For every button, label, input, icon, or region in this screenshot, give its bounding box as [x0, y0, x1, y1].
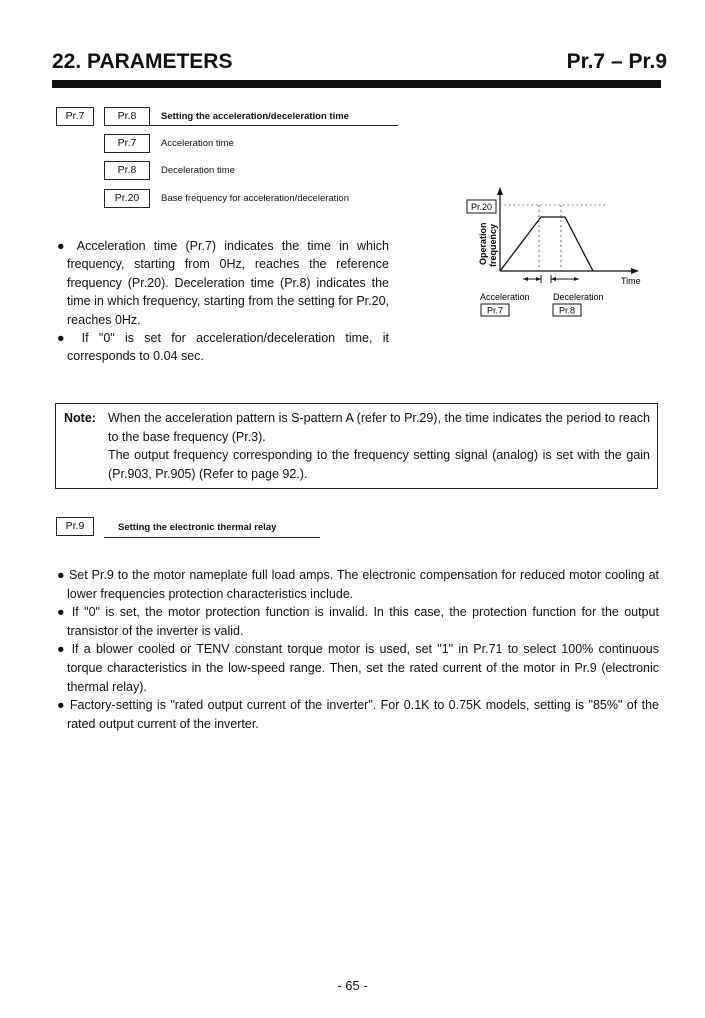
- x-axis-label: Time: [621, 276, 641, 286]
- accel-span-arrow: [523, 277, 528, 281]
- note-line: When the acceleration pattern is S-pattern A (refer to Pr.29), the time indicates the period to reach to the base frequency (Pr.3).: [108, 411, 650, 444]
- note-label: Note:: [64, 411, 96, 425]
- section2-heading-rule: [104, 537, 320, 538]
- decel-label: Deceleration: [553, 292, 604, 302]
- note-box: [55, 403, 658, 489]
- param-box-pr7: Pr.7: [56, 107, 94, 126]
- bullet-item: ● Factory-setting is "rated output current of the inverter". For 0.1K to 0.75K models, setting is "85%" of the rated output current of the inverter.: [57, 698, 659, 731]
- bullet-item: ● If "0" is set, the motor protection function is invalid. In this case, the protection function for the output transistor of the inverter is valid.: [57, 605, 659, 638]
- bullet-item: ● If a blower cooled or TENV constant torque motor is used, set "1" in Pr.71 to select 100% continuous torque characteristics in the low-speed range. Then, set the rated current of the motor in Pr.9 (electronic thermal relay).: [57, 642, 659, 694]
- note-text: [108, 409, 650, 483]
- frequency-profile: [500, 217, 593, 271]
- page-number: - 65 -: [337, 978, 368, 993]
- section2-bullets: [57, 566, 659, 733]
- decel-param-label: Pr.8: [558, 305, 576, 316]
- parameter-range: Pr.7 – Pr.9: [566, 50, 667, 73]
- param-box-pr9: Pr.9: [56, 517, 94, 536]
- bullet-item: ● If "0" is set for acceleration/deceleration time, it corresponds to 0.04 sec.: [57, 331, 390, 364]
- header-rule: [52, 80, 661, 88]
- item-desc: Deceleration time: [161, 165, 235, 176]
- item-param-box: Pr.7: [104, 134, 150, 153]
- decel-span-arrow: [574, 277, 579, 281]
- item-param-box: Pr.20: [104, 189, 150, 208]
- item-desc: Acceleration time: [161, 138, 234, 149]
- item-desc: Base frequency for acceleration/deceleration: [161, 193, 350, 204]
- section1-heading-rule: [104, 125, 398, 126]
- bullet-item: ● Set Pr.9 to the motor nameplate full load amps. The electronic compensation for reduced motor cooling at lower frequencies protection characteristics include.: [57, 568, 659, 601]
- note-line: The output frequency corresponding to the frequency setting signal (analog) is set with the gain (Pr.903, Pr.905) (Refer to page 92.).: [108, 448, 650, 481]
- y-axis-label: Operation: [478, 222, 488, 265]
- item-param-box: Pr.8: [104, 161, 150, 180]
- y-axis-arrow: [497, 187, 503, 195]
- section1-heading: Setting the acceleration/deceleration time: [161, 111, 349, 122]
- accel-param-label: Pr.7: [486, 305, 504, 316]
- ref-frequency-label: Pr.20: [470, 202, 493, 212]
- bullet-item: ● Acceleration time (Pr.7) indicates the time in which frequency, starting from 0Hz, reaches the reference frequency (Pr.20). Deceleration time (Pr.8) indicates the time in which frequency, starting from the setting for Pr.20, reaches 0Hz.: [57, 239, 389, 327]
- x-axis-arrow: [631, 268, 639, 274]
- accel-decel-diagram: [465, 183, 665, 328]
- param-box-pr8: Pr.8: [104, 107, 150, 126]
- accel-span-arrow: [536, 277, 541, 281]
- page-title: 22. PARAMETERS: [52, 50, 233, 73]
- y-axis-label: frequency: [488, 223, 498, 267]
- section1-bullets: [57, 237, 389, 366]
- section2-heading: Setting the electronic thermal relay: [118, 522, 277, 533]
- accel-label: Acceleration: [480, 292, 530, 302]
- decel-span-arrow: [551, 277, 556, 281]
